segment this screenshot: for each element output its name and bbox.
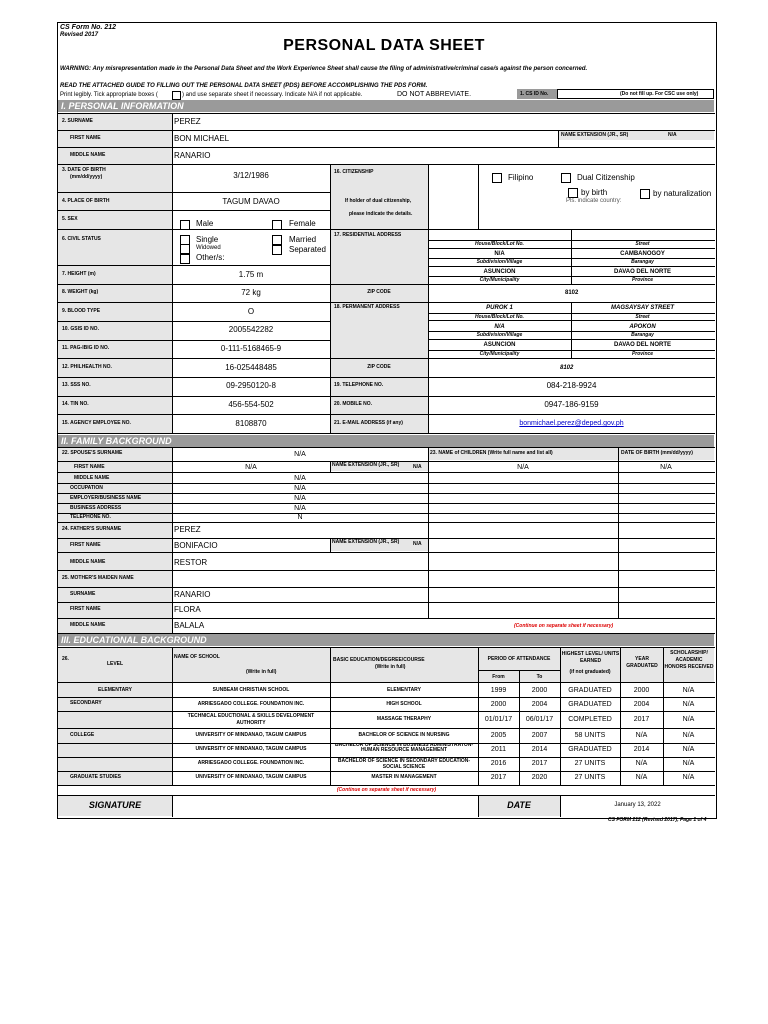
civil-single-label: Single [196, 235, 219, 244]
firstname-value[interactable]: BON MICHAEL [174, 134, 230, 143]
mother-maiden-label: 25. MOTHER'S MAIDEN NAME [62, 575, 134, 581]
csid-label: 1. CS ID No. [520, 91, 549, 97]
business-address-label: BUSINESS ADDRESS [70, 505, 122, 511]
guide-text: READ THE ATTACHED GUIDE TO FILLING OUT THE PERSONAL DATA SHEET (PDS) BEFORE ACCOMPLISHING THE PDS FORM. [60, 83, 428, 89]
res-house-value[interactable]: N/A [494, 251, 505, 257]
edu-course[interactable]: BACHELOR OF SCIENCE IN NURSING [358, 732, 450, 738]
edu-from[interactable]: 2000 [490, 701, 507, 708]
tin-value[interactable]: 456-554-502 [228, 400, 274, 409]
dob-format-label: (mm/dd/yyyy) [70, 174, 103, 180]
mother-surname-value[interactable]: RANARIO [174, 590, 211, 599]
middlename-label: MIDDLE NAME [70, 152, 106, 158]
edu-units[interactable]: 58 UNITS [574, 732, 606, 739]
edu-to[interactable]: 2017 [531, 760, 548, 767]
date-value[interactable]: January 13, 2022 [614, 802, 661, 808]
edu-units[interactable]: GRADUATED [568, 746, 612, 753]
edu-year[interactable]: 2004 [633, 701, 650, 708]
edu-from[interactable]: 01/01/17 [484, 716, 513, 723]
edu-header-year: YEAR GRADUATED [626, 656, 658, 669]
edu-to[interactable]: 06/01/17 [525, 716, 554, 723]
father-ext-label: NAME EXTENSION (JR., SR) [332, 539, 400, 545]
edu-course[interactable]: BACHELOR OF SCIENCE IN BUSINESS ADMINISTRATON- HUMAN RESOURCE MANAGEMENT [335, 743, 473, 753]
tick-sample-checkbox [172, 91, 181, 100]
res-zip-value[interactable]: 8102 [565, 290, 579, 296]
res-address-label: 17. RESIDENTIAL ADDRESS [334, 232, 402, 238]
citizenship-note-1: If holder of dual citizenship, [345, 198, 412, 204]
sex-male-label: Male [196, 219, 214, 228]
cit-naturalization-checkbox[interactable] [640, 189, 650, 199]
weight-label: 8. WEIGHT (kg) [62, 289, 99, 295]
res-zip-label: ZIP CODE [367, 289, 391, 295]
height-label: 7. HEIGHT (m) [62, 271, 96, 277]
cit-birth-label: by birth [581, 188, 608, 197]
pob-value[interactable]: TAGUM DAVAO [222, 197, 280, 206]
edu-from[interactable]: 2005 [490, 732, 507, 739]
children-header: 23. NAME of CHILDREN (Write full name and list all) [430, 450, 553, 456]
mother-middle-value[interactable]: BALALA [174, 621, 205, 630]
section-personal-info: I. PERSONAL INFORMATION [58, 100, 714, 112]
edu-course[interactable]: HIGH SCHOOL [386, 701, 422, 707]
edu-header-school: NAME OF SCHOOL [174, 654, 220, 660]
spouse-first-label: FIRST NAME [74, 464, 105, 470]
perm-city-caption: City/Municipality [479, 351, 520, 357]
edu-to[interactable]: 2020 [531, 774, 548, 781]
edu-year[interactable]: 2017 [633, 716, 650, 723]
edu-level: COLLEGE [70, 732, 95, 738]
employer-label: EMPLOYER/BUSINESS NAME [70, 495, 142, 501]
mother-middle-label: MIDDLE NAME [70, 622, 106, 628]
edu-to[interactable]: 2004 [531, 701, 548, 708]
mother-first-value[interactable]: FLORA [174, 605, 201, 614]
form-revised: Revised 2017 [60, 32, 99, 38]
edu-header-from: From [492, 674, 505, 680]
edu-header-school-sub: (Write in full) [246, 669, 277, 675]
spouse-middle-value[interactable]: N/A [294, 475, 306, 482]
edu-honors[interactable]: N/A [682, 774, 695, 781]
perm-prov-caption: Province [631, 351, 654, 357]
perm-zip-label: ZIP CODE [367, 364, 391, 370]
philhealth-label: 12. PHILHEALTH NO. [62, 364, 112, 370]
cit-country-note: Pls. indicate country: [566, 198, 622, 204]
civil-separated-checkbox[interactable] [272, 245, 282, 255]
res-city-value[interactable]: ASUNCION [483, 269, 516, 275]
pagibig-label: 11. PAG-IBIG ID NO. [62, 345, 110, 351]
mother-surname-label: SURNAME [70, 591, 96, 597]
edu-level: GRADUATE STUDIES [70, 774, 122, 780]
res-street-value[interactable]: CAMBANOGOY [620, 251, 665, 257]
height-value[interactable]: 1.75 m [238, 270, 264, 279]
res-province-value[interactable]: DAVAO DEL NORTE [613, 269, 671, 275]
edu-to[interactable]: 2000 [531, 687, 548, 694]
civil-widowed-checkbox[interactable] [180, 244, 190, 254]
res-city-caption: City/Municipality [479, 277, 520, 283]
mobile-label: 20. MOBILE NO. [334, 401, 373, 407]
edu-units[interactable]: GRADUATED [568, 687, 612, 694]
sex-label: 5. SEX [62, 216, 78, 222]
firstname-label: FIRST NAME [70, 135, 101, 141]
edu-school[interactable]: TECHNICAL EDUCTIONAL & SKILLS DEVELOPMENT AUTHORITY [187, 713, 315, 726]
signature-label: SIGNATURE [88, 800, 142, 810]
edu-school[interactable]: UNIVERSITY OF MINDANAO, TAGUM CAMPUS [195, 774, 307, 780]
personal-label-col-2 [330, 164, 428, 433]
edu-course[interactable]: MASTER IN MANAGEMENT [371, 774, 437, 780]
sss-value[interactable]: 09-2950120-8 [226, 381, 276, 390]
edu-school[interactable]: ARRIESGADO COLLEGE. FOUNDATION INC. [197, 701, 305, 707]
surname-value[interactable]: PEREZ [174, 117, 201, 126]
cit-naturalization-label: by naturalization [653, 190, 712, 198]
edu-course[interactable]: BACHELOR OF SCIENCE IN SECONDARY EDUCATION- SOCIAL SCIENCE [337, 758, 471, 770]
edu-from[interactable]: 2011 [490, 746, 507, 753]
tin-label: 14. TIN NO. [62, 401, 89, 407]
perm-brgy-caption: Barangay [631, 332, 654, 338]
edu-school[interactable]: SUNBEAM CHRISTIAN SCHOOL [212, 687, 290, 693]
father-surname-label: 24. FATHER'S SURNAME [62, 526, 122, 532]
telephone-label: 19. TELEPHONE NO. [334, 382, 384, 388]
edu-honors[interactable]: N/A [682, 701, 695, 708]
perm-street-caption: Street [635, 314, 650, 320]
sex-female-checkbox[interactable] [272, 220, 282, 230]
cit-filipino-checkbox[interactable] [492, 173, 502, 183]
spouse-ext-label: NAME EXTENSION (JR., SR) [332, 462, 400, 468]
family-continue-note: (Continue on separate sheet if necessary) [514, 623, 614, 629]
edu-year[interactable]: 2014 [633, 746, 650, 753]
signature-field[interactable] [174, 797, 476, 815]
res-subd-caption: Subdivision/Village [476, 259, 523, 265]
edu-from[interactable]: 1999 [490, 687, 507, 694]
res-street-caption: Street [635, 241, 650, 247]
edu-item-number: 26. [62, 656, 69, 662]
page-title: PERSONAL DATA SHEET [283, 37, 485, 54]
dob-value[interactable]: 3/12/1986 [233, 171, 269, 180]
mobile-value[interactable]: 0947-186-9159 [544, 400, 599, 409]
cit-dual-checkbox[interactable] [561, 173, 571, 183]
spouse-surname-label: 22. SPOUSE'S SURNAME [62, 450, 123, 456]
perm-subd-caption: Subdivision/Village [476, 332, 523, 338]
surname-label: 2. SURNAME [62, 118, 93, 124]
edu-header-honors: SCHOLARSHIP/ ACADEMIC HONORS RECEIVED [664, 650, 714, 670]
edu-school[interactable]: UNIVERSITY OF MINDANAO, TAGUM CAMPUS [195, 746, 307, 752]
edu-year[interactable]: 2000 [633, 687, 650, 694]
civil-married-checkbox[interactable] [272, 235, 282, 245]
perm-address-label: 18. PERMANENT ADDRESS [334, 304, 400, 310]
date-label: DATE [507, 800, 531, 810]
civil-widowed-label: Widowed [196, 245, 221, 251]
edu-header-period: PERIOD OF ATTENDANCE [487, 656, 551, 662]
section-family: II. FAMILY BACKGROUND [58, 435, 714, 447]
spouse-tel-value[interactable]: N [297, 514, 303, 521]
cit-dual-label: Dual Citizenship [577, 173, 635, 182]
email-label: 21. E-MAIL ADDRESS (if any) [334, 420, 403, 426]
perm-zip-value[interactable]: 8102 [560, 365, 574, 371]
pob-label: 4. PLACE OF BIRTH [62, 198, 110, 204]
edu-header-course: BASIC EDUCATION/DEGREE/COURSE [333, 657, 425, 663]
civil-separated-label: Separated [289, 245, 326, 254]
edu-year[interactable]: N/A [635, 732, 648, 739]
perm-house-value[interactable]: PUROK 1 [486, 305, 513, 311]
edu-course[interactable]: ELEMENTARY [387, 687, 421, 693]
father-middle-label: MIDDLE NAME [70, 559, 106, 565]
child-dob-value[interactable]: N/A [660, 464, 672, 471]
sex-female-label: Female [289, 219, 316, 228]
gsis-label: 10. GSIS ID NO. [62, 326, 99, 332]
cit-filipino-label: Filipino [508, 173, 534, 182]
father-surname-value[interactable]: PEREZ [174, 525, 201, 534]
section-education: III. EDUCATIONAL BACKGROUND [58, 634, 714, 646]
dob-label: 3. DATE OF BIRTH [62, 167, 106, 173]
agency-value[interactable]: 8108870 [235, 419, 267, 428]
business-address-value[interactable]: N/A [294, 505, 306, 512]
perm-brgy-value[interactable]: APOKON [629, 324, 656, 330]
weight-value[interactable]: 72 kg [241, 288, 261, 297]
warning-text: WARNING: Any misrepresentation made in the Personal Data Sheet and the Work Experience Sheet shall cause the filing of administrative/criminal case/s against the person concerned. [60, 66, 588, 72]
citizenship-note-2: please indicate the details. [349, 211, 413, 217]
perm-street-value[interactable]: MAGSAYSAY STREET [610, 305, 674, 311]
employer-value[interactable]: N/A [294, 495, 306, 502]
edu-units[interactable]: GRADUATED [568, 701, 612, 708]
edu-header-to: To [536, 674, 543, 680]
footer-page-note: CS FORM 212 (Revised 2017), Page 1 of 4 [608, 817, 707, 823]
philhealth-value[interactable]: 16-025448485 [225, 363, 277, 372]
edu-units[interactable]: COMPLETED [568, 716, 612, 723]
edu-honors[interactable]: N/A [682, 716, 695, 723]
name-ext-value[interactable]: N/A [668, 132, 677, 138]
print-note-b: ) and use separate sheet if necessary. Indicate N/A if not applicable. [182, 92, 363, 98]
agency-label: 15. AGENCY EMPLOYEE NO. [62, 420, 131, 426]
perm-house-caption: House/Block/Lot No. [475, 314, 524, 320]
edu-units[interactable]: 27 UNITS [574, 774, 606, 781]
pagibig-value[interactable]: 0-111-5168465-9 [220, 344, 282, 353]
edu-header-units: HIGHEST LEVEL/ UNITS EARNED [561, 651, 620, 664]
edu-header-units-sub: (if not graduated) [569, 669, 611, 675]
education-continue-note: (Continue on separate sheet if necessary) [336, 787, 437, 793]
csc-use-note: (Do not fill up. For CSC use only) [620, 91, 699, 97]
cit-birth-checkbox[interactable] [568, 188, 578, 198]
spouse-ext-value[interactable]: N/A [413, 464, 422, 470]
edu-from[interactable]: 2016 [490, 760, 507, 767]
middlename-value[interactable]: RANARIO [174, 151, 211, 160]
edu-honors[interactable]: N/A [682, 760, 695, 767]
blood-label: 9. BLOOD TYPE [62, 308, 101, 314]
father-first-value[interactable]: BONIFACIO [174, 541, 218, 550]
edu-year[interactable]: N/A [635, 774, 648, 781]
edu-school[interactable]: UNIVERSITY OF MINDANAO, TAGUM CAMPUS [195, 732, 307, 738]
res-house-caption: House/Block/Lot No. [475, 241, 524, 247]
name-ext-label: NAME EXTENSION (JR., SR) [561, 132, 629, 138]
edu-school[interactable]: ARRIESGADO COLLEGE. FOUNDATION INC. [197, 760, 305, 766]
perm-province-value[interactable]: DAVAO DEL NORTE [613, 342, 671, 348]
res-prov-caption: Province [631, 277, 654, 283]
form-code: CS Form No. 212 [60, 24, 117, 31]
edu-honors[interactable]: N/A [682, 687, 695, 694]
edu-year[interactable]: N/A [635, 760, 648, 767]
perm-city-value[interactable]: ASUNCION [483, 342, 516, 348]
father-ext-value[interactable]: N/A [413, 541, 422, 547]
sex-male-checkbox[interactable] [180, 220, 190, 230]
occupation-value[interactable]: N/A [294, 485, 306, 492]
edu-from[interactable]: 2017 [490, 774, 507, 781]
child-dob-header: DATE OF BIRTH (mm/dd/yyyy) [621, 450, 693, 456]
edu-honors[interactable]: N/A [682, 732, 695, 739]
edu-honors[interactable]: N/A [682, 746, 695, 753]
edu-header-course-sub: (Write in full) [375, 664, 406, 670]
citizenship-label: 16. CITIZENSHIP [334, 169, 374, 175]
blood-value[interactable]: O [247, 307, 255, 316]
father-first-label: FIRST NAME [70, 542, 101, 548]
telephone-value[interactable]: 084-218-9924 [546, 381, 597, 390]
sss-label: 13. SSS NO. [62, 382, 91, 388]
edu-units[interactable]: 27 UNITS [574, 760, 606, 767]
edu-header-level: LEVEL [106, 661, 124, 667]
edu-level: SECONDARY [70, 700, 102, 706]
child-name-value[interactable]: N/A [517, 464, 529, 471]
civil-status-label: 6. CIVIL STATUS [62, 236, 101, 242]
edu-to[interactable]: 2007 [531, 732, 548, 739]
res-brgy-caption: Barangay [631, 259, 654, 265]
print-note-a: Print legibly. Tick appropriate boxes ( [60, 92, 158, 98]
do-not-abbreviate: DO NOT ABBREVIATE. [397, 91, 472, 98]
edu-level: ELEMENTARY [98, 687, 132, 693]
civil-other-label: Other/s: [196, 253, 225, 262]
edu-to[interactable]: 2014 [531, 746, 548, 753]
occupation-label: OCCUPATION [70, 485, 103, 491]
perm-subd-value[interactable]: N/A [494, 324, 505, 330]
spouse-surname-value[interactable]: N/A [294, 451, 306, 458]
email-value[interactable]: bonmichael.perez@deped.gov.ph [519, 420, 624, 427]
civil-married-label: Married [289, 235, 317, 244]
gsis-value[interactable]: 2005542282 [228, 325, 274, 334]
mother-first-label: FIRST NAME [70, 606, 101, 612]
edu-course[interactable]: MASSAGE THERAPHY [376, 716, 432, 722]
spouse-middle-label: MIDDLE NAME [74, 475, 110, 481]
civil-other-checkbox[interactable] [180, 254, 190, 264]
father-middle-value[interactable]: RESTOR [174, 558, 208, 567]
spouse-tel-label: TELEPHONE NO. [70, 514, 111, 520]
spouse-first-value[interactable]: N/A [245, 464, 257, 471]
